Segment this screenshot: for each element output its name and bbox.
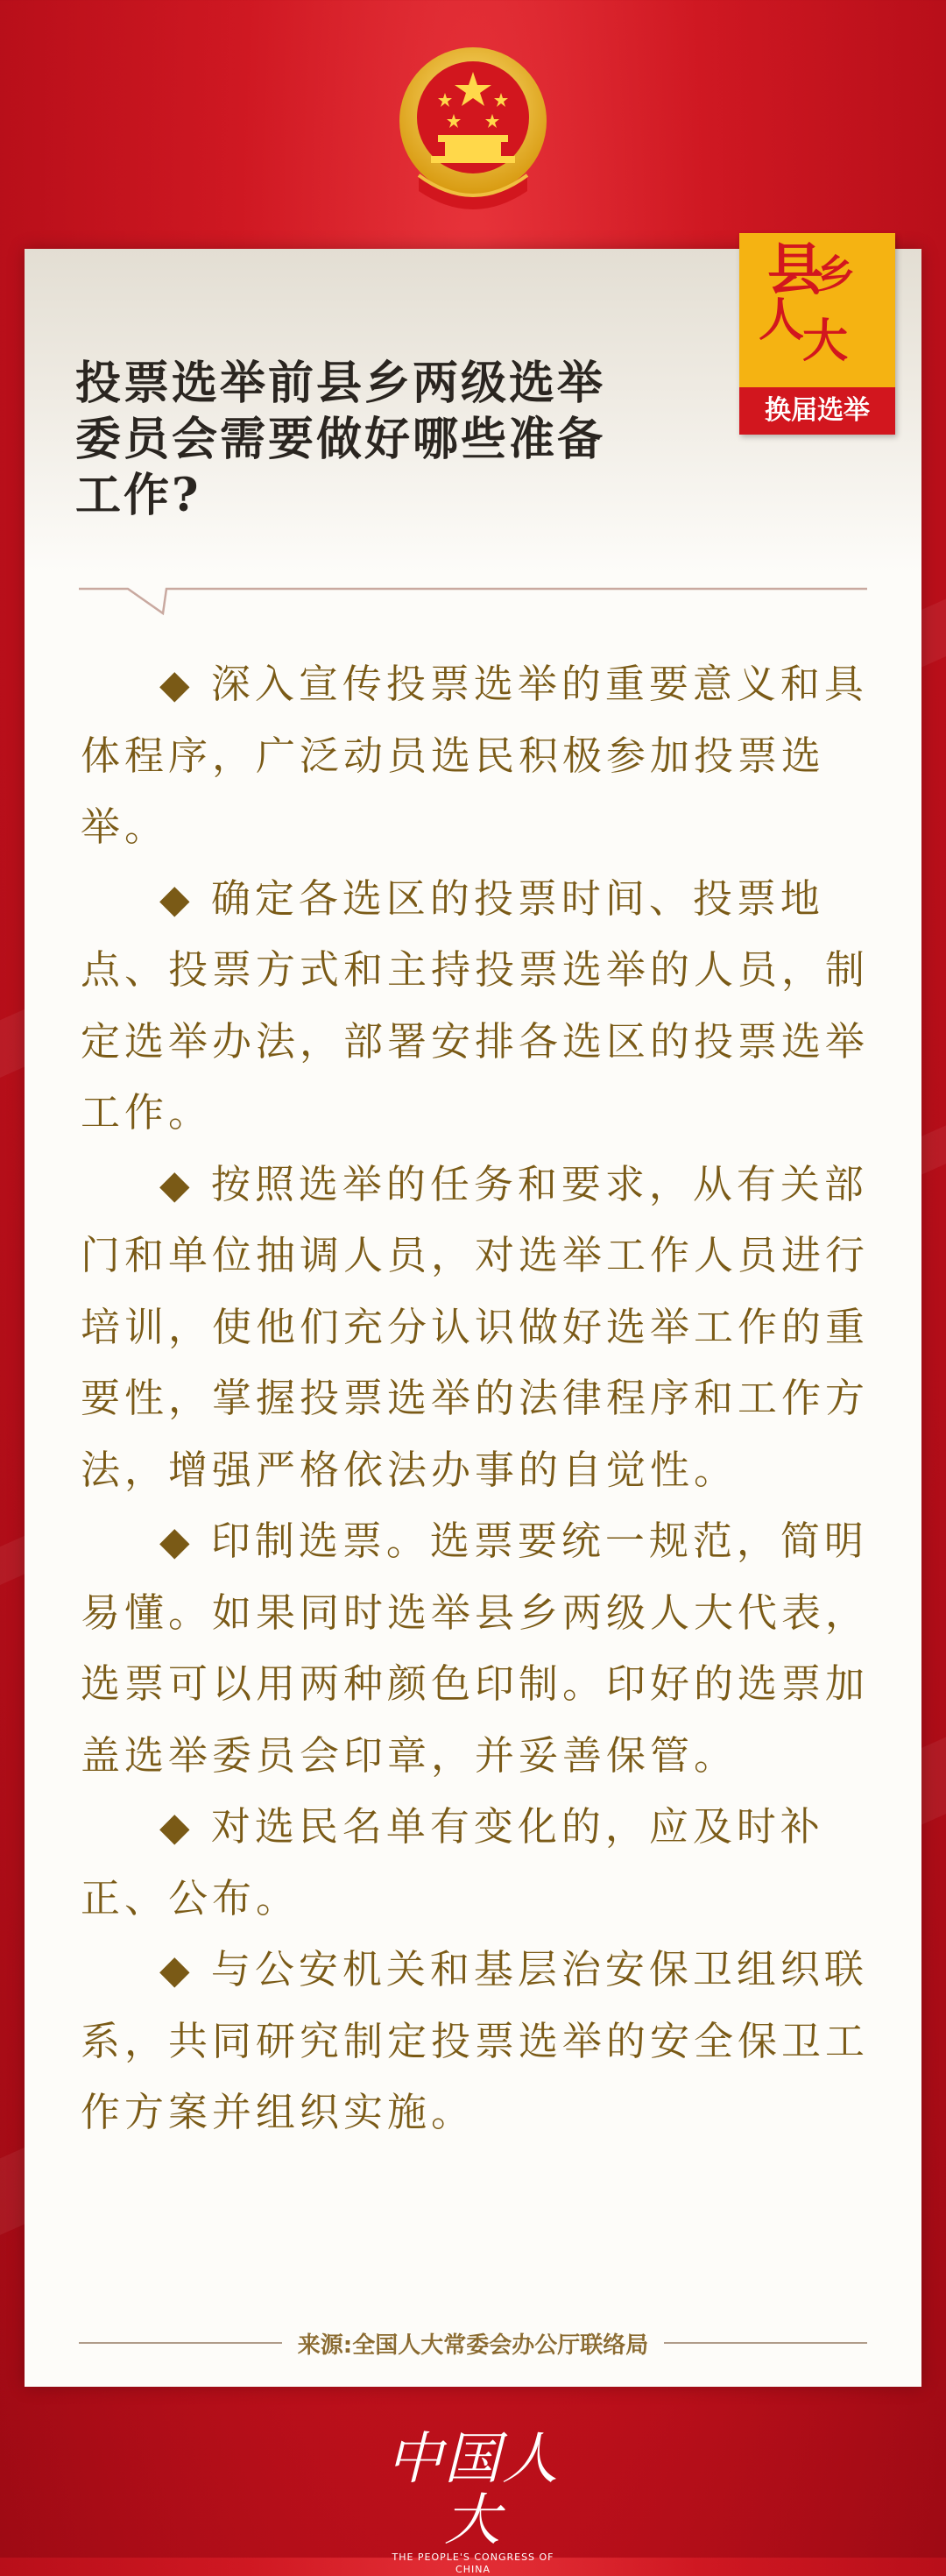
content-body <box>81 648 869 2148</box>
diamond-bullet-icon: ◆ <box>159 661 194 707</box>
election-badge <box>739 233 895 435</box>
badge-char: 大 <box>802 315 849 368</box>
national-emblem-icon <box>392 44 554 212</box>
title-divider <box>79 587 867 622</box>
page-title <box>75 356 706 524</box>
npc-logo <box>377 2429 569 2576</box>
diamond-bullet-icon: ◆ <box>159 1518 194 1564</box>
diamond-bullet-icon: ◆ <box>159 1946 194 1992</box>
list-item <box>81 863 869 1149</box>
item-text: 与公安机关和基层治安保卫组织联系，共同研究制定投票选举的安全保卫工作方案并组织实施。 <box>81 1946 870 2135</box>
item-text: 对选民名单有变化的，应及时补正、公布。 <box>81 1803 824 1921</box>
source-text: 来源:全国人大常委会办公厅联络局 <box>297 2332 649 2359</box>
divider-line <box>664 2342 867 2344</box>
diamond-bullet-icon: ◆ <box>159 1803 194 1850</box>
list-item <box>81 1934 869 2148</box>
title-line: 委员会需要做好哪些准备 <box>75 413 606 466</box>
badge-subtitle: 换届选举 <box>739 387 895 435</box>
badge-char: 乡 <box>816 252 855 297</box>
list-item <box>81 1149 869 1506</box>
logo-chinese: 中国人大 <box>386 2427 560 2553</box>
badge-char: 人 <box>759 294 805 347</box>
title-line: 投票选举前县乡两级选举 <box>75 357 606 410</box>
title-line: 工作? <box>75 469 201 522</box>
item-text: 深入宣传投票选举的重要意义和具体程序，广泛动员选民积极参加投票选举。 <box>81 661 868 850</box>
diamond-bullet-icon: ◆ <box>159 1160 194 1207</box>
badge-char: 县 <box>767 237 823 303</box>
diamond-bullet-icon: ◆ <box>159 874 194 922</box>
list-item <box>81 1791 869 1934</box>
list-item <box>81 648 869 863</box>
source-credit <box>79 2325 867 2360</box>
item-text: 印制选票。选票要统一规范，简明易懂。如果同时选举县乡两级人大代表，选票可以用两种颜色印制。印好的选票加盖选举委员会印章，并妥善保管。 <box>81 1518 870 1779</box>
item-text: 确定各选区的投票时间、投票地点、投票方式和主持投票选举的人员，制定选举办法，部署安排各选区的投票选举工作。 <box>81 874 870 1136</box>
list-item <box>81 1505 869 1791</box>
item-text: 按照选举的任务和要求，从有关部门和单位抽调人员，对选举工作人员进行培训，使他们充分认识做好选举工作的重要性，掌握投票选举的法律程序和工作方法，增强严格依法办事的自觉性。 <box>81 1160 870 1493</box>
badge-title <box>759 237 881 368</box>
content-card <box>25 237 921 2387</box>
divider-line <box>79 2342 282 2344</box>
logo-english: THE PEOPLE'S CONGRESS OF CHINA <box>392 2551 554 2575</box>
